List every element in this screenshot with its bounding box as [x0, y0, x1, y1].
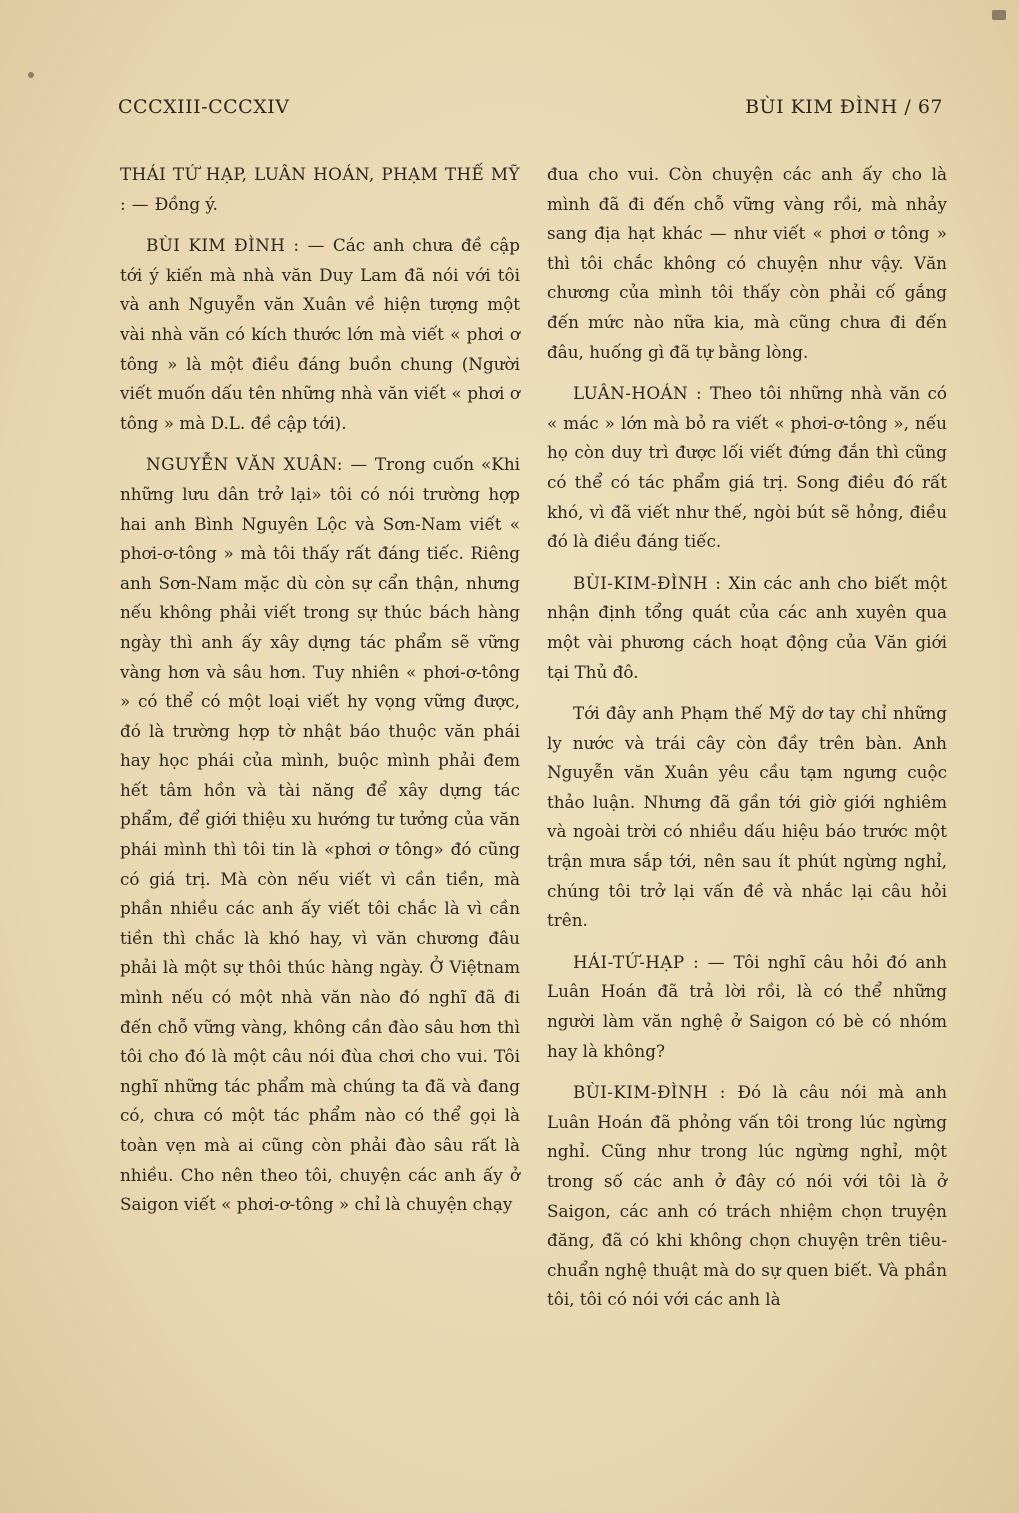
speaker-label: LUÂN-HOÁN : [573, 383, 710, 404]
left-column [120, 160, 520, 1232]
paragraph-text: Xin các anh cho biết một nhận định tổng quát của các anh xuyên qua một vài phương cách hoạt động của Văn giới tại Thủ đô. [547, 572, 948, 682]
speaker-label: NGUYỄN VĂN XUÂN: — [146, 454, 375, 475]
paragraph-text: đua cho vui. Còn chuyện các anh ấy cho là mình đã đi đến chỗ vững vàng rồi, mà nhảy sang địa hạt khác — như viết « phơi ơ tông » thì tôi chắc không có chuyện như vậy. Văn chương của mình tôi thấy còn phải cố gắng đến mức nào nữa kia, mà cũng chưa đi đến đâu, huống gì đã tự bằng lòng. [547, 164, 947, 362]
paragraph [547, 1078, 947, 1315]
speaker-label: BÙI KIM ĐÌNH : — [146, 235, 333, 256]
issue-number: CCCXIII-CCCXIV [118, 96, 290, 118]
paragraph [547, 379, 947, 557]
paragraph-text: Trong cuốn «Khi những lưu dân trở lại» tôi có nói trường hợp hai anh Bình Nguyên Lộc và Sơn-Nam viết « phơi-ơ-tông » mà tôi thấy rất đáng tiếc. Riêng anh Sơn-Nam mặc dù còn sự cẩn thận, nhưng nếu không phải viết trong sự thúc bách hàng ngày thì anh ấy xây dựng tác phẩm sẽ vững vàng hơn và sâu hơn. Tuy nhiên « phơi-ơ-tông » có thể có một loại viết hy vọng vững được, đó là trường hợp tờ nhật báo thuộc văn phái hay học phái của mình, buộc mình phải đem hết tâm hồn và tài năng để xây dựng tác phẩm, để giới thiệu xu hướng tư tưởng của văn phái mình thì tôi tin là «phơi ơ tông» đó cũng có giá trị. Mà còn nếu viết vì cần tiền, mà phần nhiều các anh ấy viết tôi chắc là vì cần tiền thì chắc là khó hay, vì văn chương đâu phải là một sự thôi thúc hàng ngày. Ở Việtnam mình nếu có một nhà văn nào đó nghĩ đã đi đến chỗ vững vàng, không cần đào sâu hơn thì tôi cho đó là một câu nói đùa chơi cho vui. Tôi nghĩ những tác phẩm mà chúng ta đã và đang có, chưa có một tác phẩm nào có thể gọi là toàn vẹn mà ai cũng còn phải đào sâu rất là nhiều. Cho nên theo tôi, chuyện các anh ấy ở Saigon viết « phơi-ơ-tông » chỉ là chuyện chạy [120, 454, 520, 1215]
running-title-page-number: BÙI KIM ĐÌNH / 67 [745, 96, 943, 118]
speaker-label: BÙI-KIM-ĐÌNH : [573, 1082, 738, 1103]
speaker-label: HÁI-TỨ-HẠP : — [573, 951, 734, 972]
paragraph [547, 948, 947, 1066]
paragraph-text: Theo tôi những nhà văn có « mác » lớn mà bỏ ra viết « phơi-ơ-tông », nếu họ còn duy trì được lối viết đứng đắn thì cũng có thể có tác phẩm giá trị. Song điều đó rất khó, vì đã viết như thế, ngòi bút sẽ hỏng, điều đó là điều đáng tiếc. [547, 383, 947, 552]
print-speck [992, 10, 1006, 20]
paragraph [547, 569, 947, 687]
paragraph [120, 450, 520, 1219]
paragraph-text: Tới đây anh Phạm thế Mỹ dơ tay chỉ những ly nước và trái cây còn đầy trên bàn. Anh Nguyễn văn Xuân yêu cầu tạm ngưng cuộc thảo luận. Nhưng đã gần tới giờ giới nghiêm và ngoài trời có nhiều dấu hiệu báo trước một trận mưa sắp tới, nên sau ít phút ngừng nghỉ, chúng tôi trở lại vấn đề và nhắc lại câu hỏi trên. [547, 703, 947, 931]
paragraph-text: Đồng ý. [154, 193, 218, 214]
speaker-label: BÙI-KIM-ĐÌNH : [573, 572, 729, 593]
paragraph [120, 231, 520, 438]
paragraph-text: Các anh chưa đề cập tới ý kiến mà nhà văn Duy Lam đã nói với tôi và anh Nguyễn văn Xuân về hiện tượng một vài nhà văn có kích thước lớn mà viết « phơi ơ tông » là một điều đáng buồn chung (Người viết muốn dấu tên những nhà văn viết « phơi ơ tông » mà D.L. đề cập tới). [120, 235, 520, 433]
paragraph-text: Tôi nghĩ câu hỏi đó anh Luân Hoán đã trả lời rồi, là có thể những người làm văn nghệ ở Saigon có bè có nhóm hay là không? [547, 951, 947, 1061]
paragraph [547, 160, 947, 367]
print-speck [28, 72, 34, 78]
right-column [547, 160, 947, 1327]
paragraph-text: Đó là câu nói mà anh Luân Hoán đã phỏng vấn tôi trong lúc ngừng nghỉ. Cũng như trong lúc ngừng nghỉ, một trong số các anh ở đây có nói với tôi là ở Saigon, các anh có trách nhiệm chọn truyện đăng, đã có khi không chọn chuyện trên tiêu-chuẩn nghệ thuật mà do sự quen biết. Và phần tôi, tôi có nói với các anh là [547, 1082, 947, 1310]
paragraph [547, 699, 947, 936]
speaker-label: THÁI TỨ HẠP, LUÂN HOÁN, PHẠM THẾ MỸ : — [120, 164, 520, 214]
paragraph [120, 160, 520, 219]
page-header [118, 96, 943, 128]
